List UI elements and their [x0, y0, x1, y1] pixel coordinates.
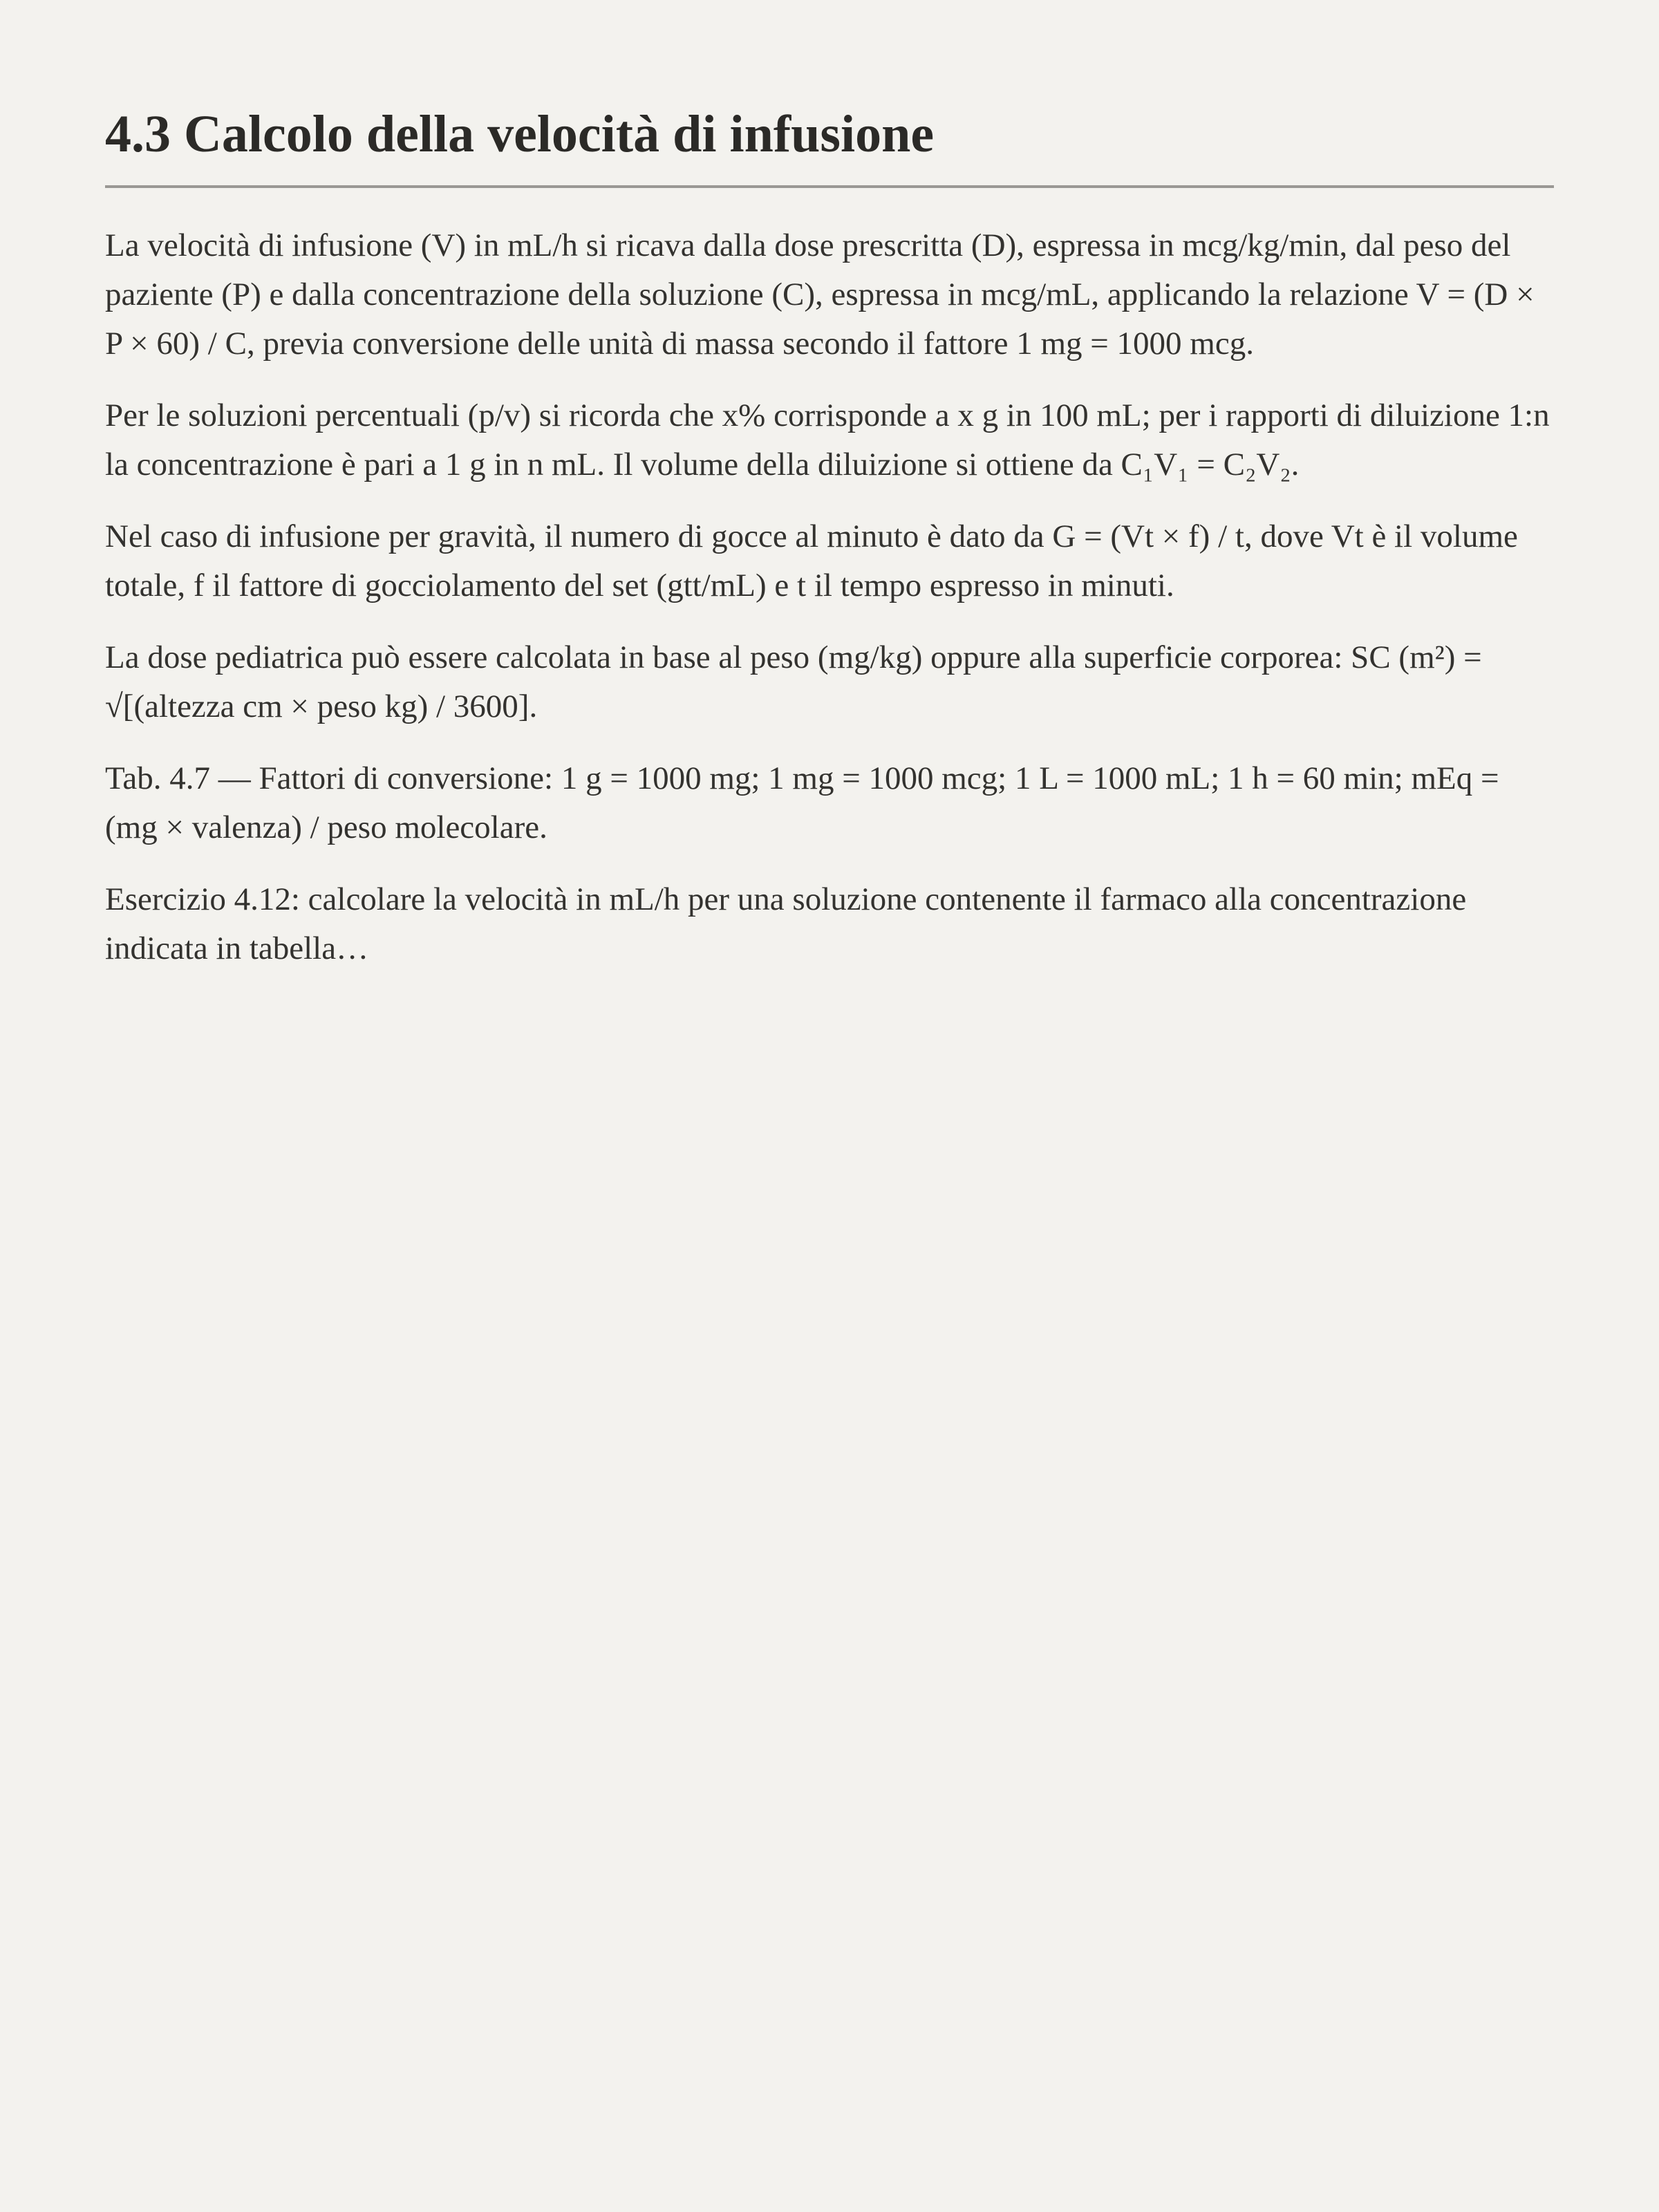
paragraph-gravity-drops: Nel caso di infusione per gravità, il numero di gocce al minuto è dato da G = (Vt × f) / t, dove Vt è il volume totale, f il fattore di gocciolamento del set (gtt/mL) e t il tempo espresso in minuti.	[105, 518, 1518, 603]
title-divider	[105, 185, 1554, 188]
document-page	[105, 97, 1554, 996]
paragraph-percent-solutions: Per le soluzioni percentuali (p/v) si ricorda che x% corrisponde a x g in 100 mL; per i rapporti di diluizione 1:n la concentrazione è pari a 1 g in n mL. Il volume della diluizione si ottiene da C₁V₁ = C₂V₂.	[105, 397, 1550, 482]
paragraph-exercise: Esercizio 4.12: calcolare la velocità in mL/h per una soluzione contenente il farmaco alla concentrazione indicata in tabella…	[105, 881, 1467, 966]
section-body	[105, 221, 1554, 973]
paragraph-conversion-table: Tab. 4.7 — Fattori di conversione: 1 g = 1000 mg; 1 mg = 1000 mcg; 1 L = 1000 mL; 1 h = 60 min; mEq = (mg × valenza) / peso molecolare.	[105, 760, 1499, 845]
paragraph-infusion-rate: La velocità di infusione (V) in mL/h si ricava dalla dose prescritta (D), espressa in mcg/kg/min, dal peso del paziente (P) e dalla concentrazione della soluzione (C), espressa in mcg/mL, applicando la relazione V = (D × P × 60) / C, previa conversione delle unità di massa secondo il fattore 1 mg = 1000 mcg.	[105, 227, 1535, 362]
section-title: 4.3 Calcolo della velocità di infusione	[105, 105, 935, 163]
paragraph-pediatric-dose: La dose pediatrica può essere calcolata in base al peso (mg/kg) oppure alla superficie corporea: SC (m²) = √[(altezza cm × peso kg) / 3600].	[105, 639, 1482, 724]
